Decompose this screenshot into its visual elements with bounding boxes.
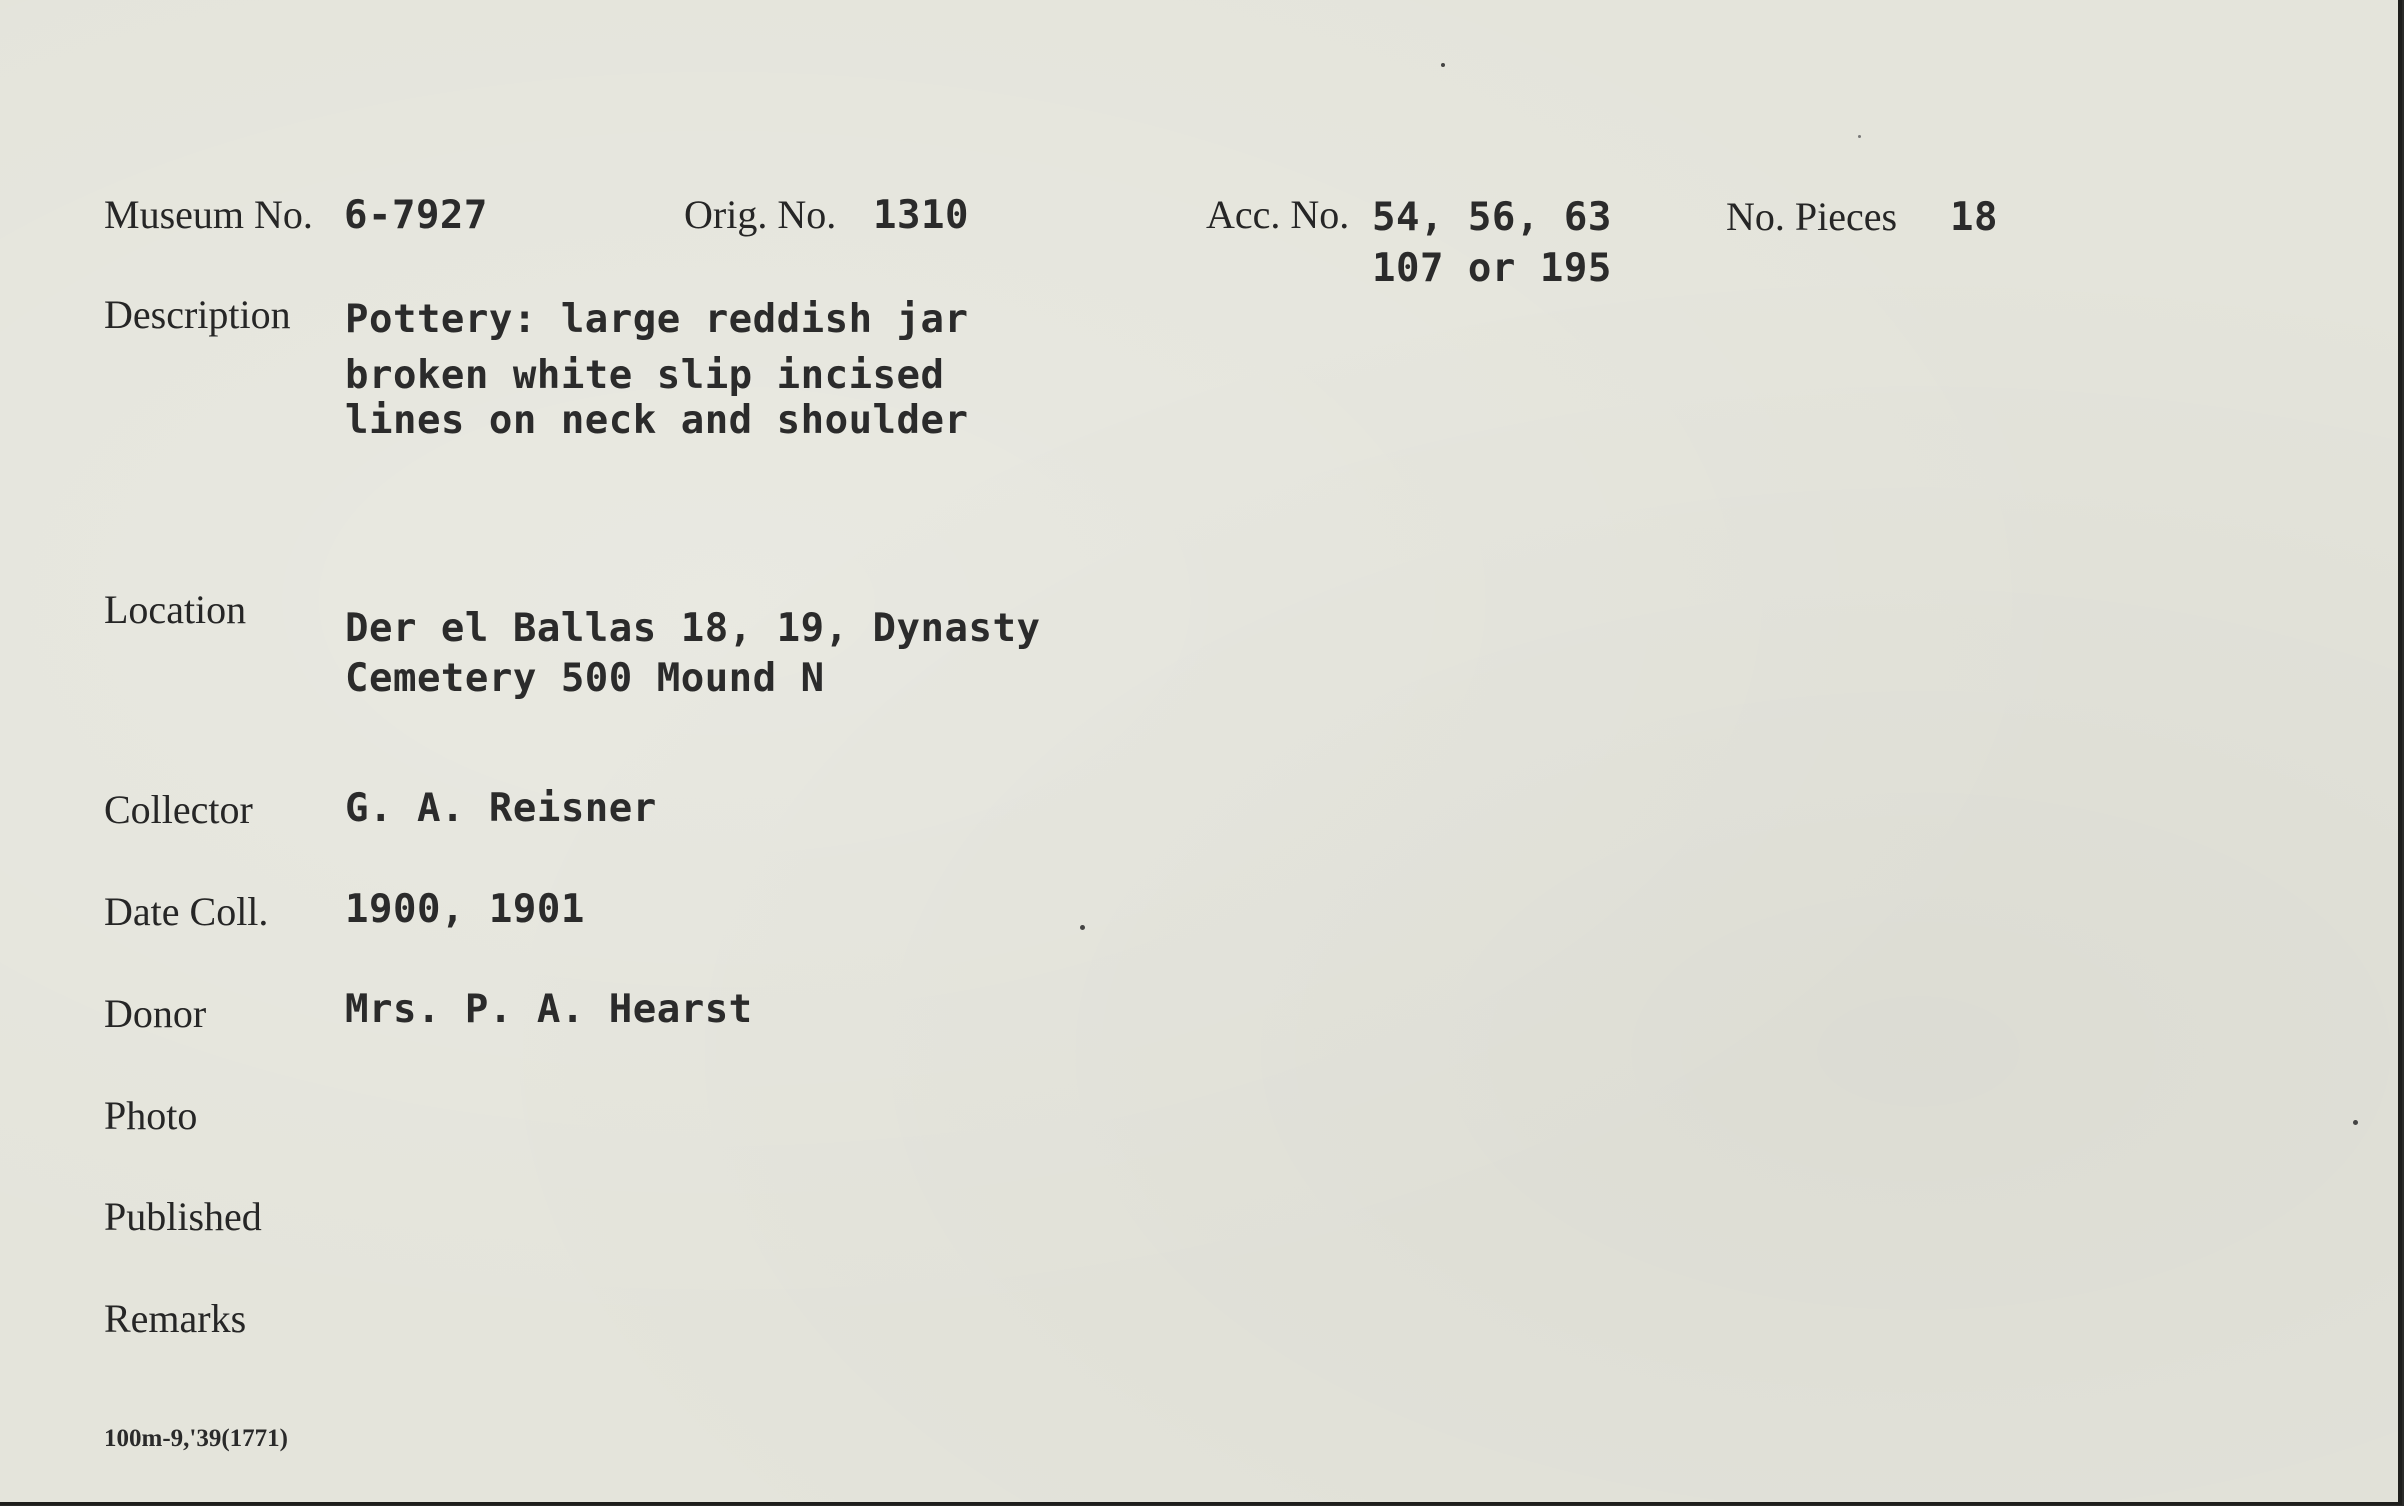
collector-label: Collector — [104, 787, 253, 832]
acc-no-value-line2: 107 or 195 — [1372, 246, 1612, 291]
no-pieces-label: No. Pieces — [1726, 194, 1898, 239]
remarks-label: Remarks — [104, 1296, 247, 1341]
paper-speck — [1441, 63, 1445, 67]
published-label: Published — [104, 1194, 262, 1239]
no-pieces-value: 18 — [1950, 195, 1998, 240]
description-line-1: Pottery: large reddish jar — [345, 297, 969, 342]
acc-no-value-line1: 54, 56, 63 — [1372, 195, 1612, 240]
description-line-3: lines on neck and shoulder — [345, 398, 969, 443]
orig-no-value: 1310 — [873, 193, 969, 238]
acc-no-label: Acc. No. — [1206, 192, 1350, 237]
description-label: Description — [104, 292, 291, 337]
location-label: Location — [104, 587, 247, 632]
form-code: 100m-9,'39(1771) — [104, 1425, 288, 1452]
donor-value: Mrs. P. A. Hearst — [345, 987, 753, 1032]
date-coll-label: Date Coll. — [104, 889, 269, 934]
photo-label: Photo — [104, 1093, 198, 1138]
collector-value: G. A. Reisner — [345, 786, 657, 831]
museum-no-label: Museum No. — [104, 192, 313, 237]
donor-label: Donor — [104, 991, 207, 1036]
museum-no-value: 6-7927 — [344, 193, 488, 238]
date-coll-value: 1900, 1901 — [345, 887, 585, 932]
description-line-2: broken white slip incised — [345, 353, 945, 398]
orig-no-label: Orig. No. — [684, 192, 837, 237]
location-line-1: Der el Ballas 18, 19, Dynasty — [345, 606, 1041, 651]
location-line-2: Cemetery 500 Mound N — [345, 656, 825, 701]
paper-speck — [2353, 1120, 2358, 1125]
paper-speck — [1080, 925, 1085, 930]
paper-speck — [1858, 135, 1861, 138]
